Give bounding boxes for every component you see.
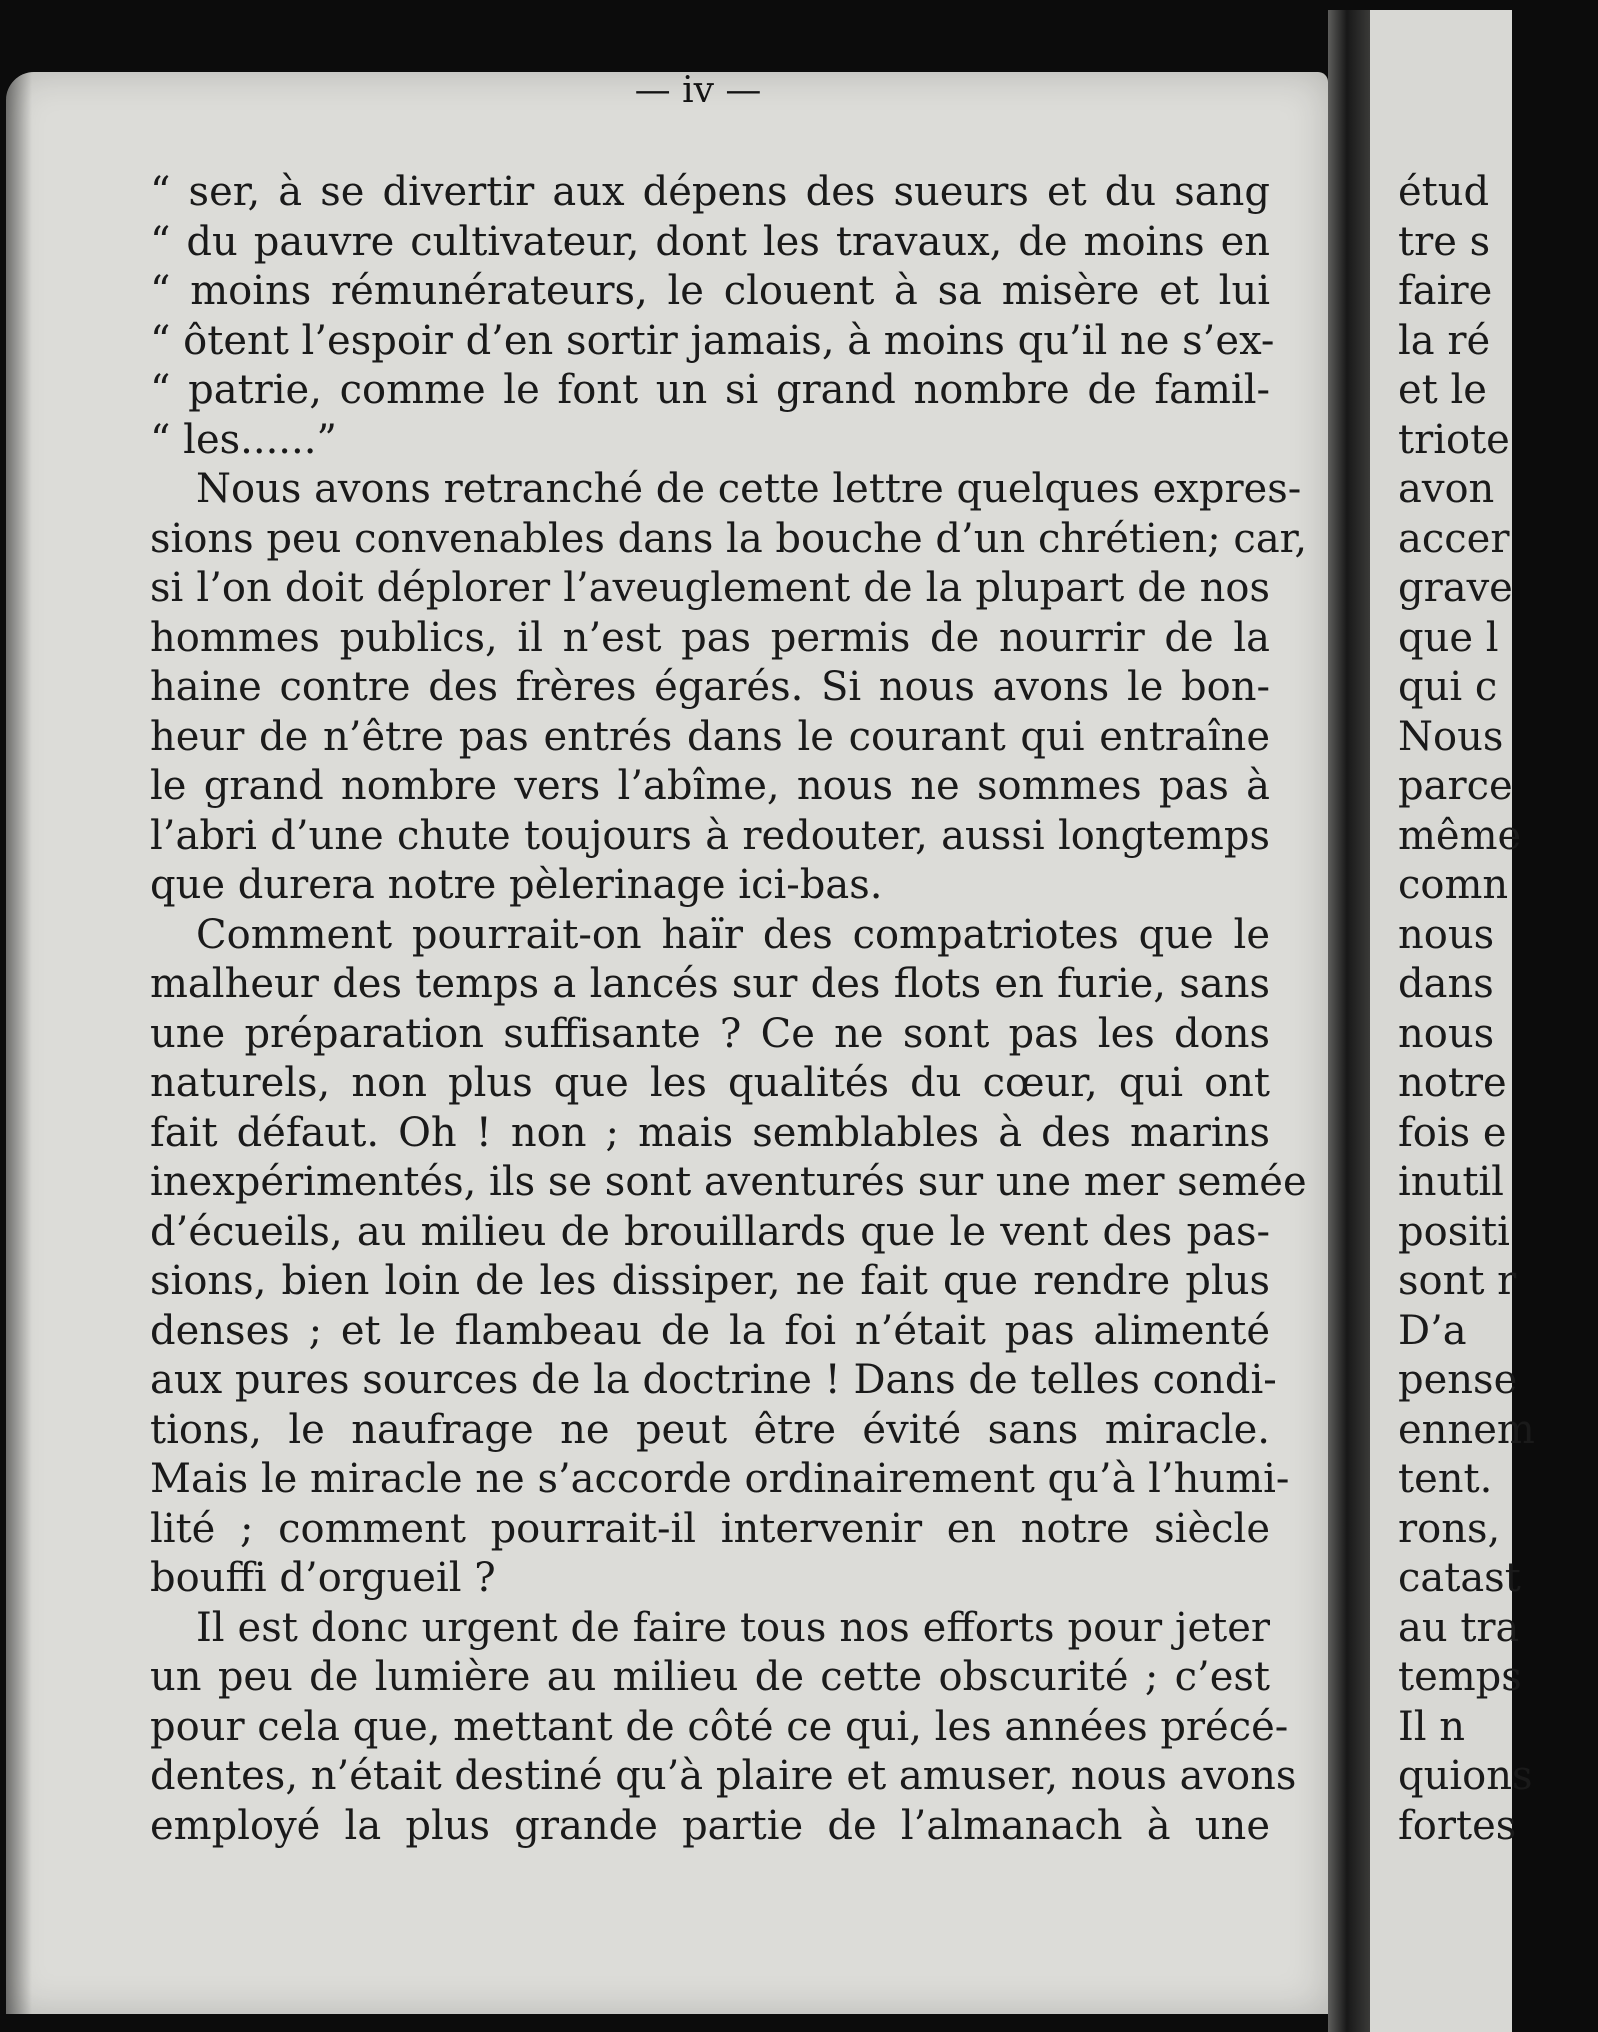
text-line-fragment: triote bbox=[1398, 416, 1510, 463]
book-gutter bbox=[1328, 10, 1370, 2032]
text-line: Nous avons retranché de cette lettre quelques expres- bbox=[196, 466, 1302, 512]
text-line: “ ôtent l’espoir d’en sortir jamais, à moins qu’il ne s’ex- bbox=[150, 317, 1275, 364]
text-line: naturels, non plus que les qualités du cœur, qui ont bbox=[150, 1060, 1270, 1106]
text-line: dentes, n’était destiné qu’à plaire et amuser, nous avons bbox=[150, 1753, 1297, 1799]
text-line-fragment: nous bbox=[1398, 1010, 1495, 1057]
text-line: lité ; comment pourrait-il intervenir en notre siècle bbox=[150, 1505, 1270, 1552]
text-line-fragment: la ré bbox=[1398, 317, 1491, 364]
text-line-fragment: grave bbox=[1398, 565, 1513, 611]
text-line-fragment: fortes bbox=[1398, 1802, 1517, 1849]
text-line: “ moins rémunérateurs, le clouent à sa misère et lui bbox=[150, 268, 1270, 314]
text-line: “ du pauvre cultivateur, dont les travaux, de moins en bbox=[150, 218, 1270, 265]
text-line-fragment: catast bbox=[1398, 1555, 1521, 1601]
text-line-fragment: tre s bbox=[1398, 218, 1491, 265]
text-line: fait défaut. Oh ! non ; mais semblables à des marins bbox=[150, 1109, 1270, 1156]
text-line-fragment: et le bbox=[1398, 367, 1487, 413]
text-line-fragment: inutil bbox=[1398, 1159, 1504, 1205]
text-line: “ ser, à se divertir aux dépens des sueurs et du sang bbox=[150, 169, 1270, 215]
text-line-fragment: tent. bbox=[1398, 1456, 1493, 1502]
text-line: sions, bien loin de les dissiper, ne fait que rendre plus bbox=[150, 1258, 1270, 1304]
text-line-fragment: comn bbox=[1398, 862, 1509, 908]
text-line: “ patrie, comme le font un si grand nombre de famil- bbox=[150, 367, 1270, 413]
text-line-fragment: temps bbox=[1398, 1654, 1522, 1700]
text-line: pour cela que, mettant de côté ce qui, les années précé- bbox=[150, 1703, 1289, 1750]
text-line-fragment: faire bbox=[1398, 268, 1493, 314]
text-line-fragment: avon bbox=[1398, 466, 1495, 512]
text-line: employé la plus grande partie de l’almanach à une bbox=[150, 1802, 1270, 1849]
text-line: bouffi d’orgueil ? bbox=[150, 1555, 496, 1601]
text-line: un peu de lumière au milieu de cette obscurité ; c’est bbox=[150, 1654, 1270, 1700]
text-line: si l’on doit déplorer l’aveuglement de la plupart de nos bbox=[150, 565, 1270, 611]
text-line: haine contre des frères égarés. Si nous avons le bon- bbox=[150, 664, 1270, 710]
text-line: que durera notre pèlerinage ici-bas. bbox=[150, 862, 883, 908]
text-line-fragment: parce bbox=[1398, 763, 1513, 809]
page-edge-shadow bbox=[6, 72, 32, 2014]
text-line-fragment: Nous bbox=[1398, 713, 1504, 760]
text-line: inexpérimentés, ils se sont aventurés sur une mer semée bbox=[150, 1159, 1307, 1205]
text-line-fragment: notre bbox=[1398, 1060, 1507, 1106]
text-line: denses ; et le flambeau de la foi n’était pas alimenté bbox=[150, 1307, 1270, 1354]
text-line: Mais le miracle ne s’accorde ordinairement qu’à l’humi- bbox=[150, 1456, 1290, 1502]
text-line: heur de n’être pas entrés dans le courant qui entraîne bbox=[150, 713, 1270, 760]
text-line: d’écueils, au milieu de brouillards que le vent des pas- bbox=[150, 1208, 1270, 1255]
text-line: aux pures sources de la doctrine ! Dans de telles condi- bbox=[150, 1357, 1277, 1403]
text-line: “ les......” bbox=[150, 416, 337, 463]
text-line: une préparation suffisante ? Ce ne sont pas les dons bbox=[150, 1010, 1270, 1057]
text-line-fragment: sont r bbox=[1398, 1258, 1517, 1304]
right-page-text-fragment bbox=[1398, 168, 1598, 1851]
text-line-fragment: quions bbox=[1398, 1753, 1533, 1799]
text-line-fragment: positi bbox=[1398, 1208, 1510, 1255]
page-number: — iv — bbox=[634, 70, 762, 111]
text-line: sions peu convenables dans la bouche d’un chrétien; car, bbox=[150, 515, 1308, 562]
text-line-fragment: Il n bbox=[1398, 1703, 1466, 1750]
text-line-fragment: D’a bbox=[1398, 1307, 1467, 1354]
text-line: l’abri d’une chute toujours à redouter, aussi longtemps bbox=[150, 812, 1270, 859]
text-line-fragment: étud bbox=[1398, 169, 1490, 215]
text-line: Comment pourrait-on haïr des compatriotes que le bbox=[196, 911, 1270, 958]
text-line-fragment: dans bbox=[1398, 961, 1494, 1007]
text-line: malheur des temps a lancés sur des flots en furie, sans bbox=[150, 961, 1270, 1007]
text-line-fragment: rons, bbox=[1398, 1505, 1501, 1552]
text-line: tions, le naufrage ne peut être évité sans miracle. bbox=[150, 1406, 1270, 1453]
text-line-fragment: nous bbox=[1398, 911, 1495, 958]
text-line-fragment: qui c bbox=[1398, 664, 1498, 710]
left-page-text bbox=[150, 168, 1308, 1851]
text-line-fragment: même bbox=[1398, 812, 1522, 859]
text-line: Il est donc urgent de faire tous nos efforts pour jeter bbox=[196, 1604, 1270, 1651]
text-line-fragment: fois e bbox=[1398, 1109, 1507, 1156]
text-line-fragment: pense bbox=[1398, 1357, 1518, 1403]
text-line-fragment: ennem bbox=[1398, 1406, 1535, 1453]
text-line: hommes publics, il n’est pas permis de nourrir de la bbox=[150, 614, 1270, 661]
text-line-fragment: que l bbox=[1398, 614, 1499, 661]
text-line-fragment: accer bbox=[1398, 515, 1510, 562]
text-line: le grand nombre vers l’abîme, nous ne sommes pas à bbox=[150, 763, 1270, 809]
text-line-fragment: au tra bbox=[1398, 1604, 1520, 1651]
